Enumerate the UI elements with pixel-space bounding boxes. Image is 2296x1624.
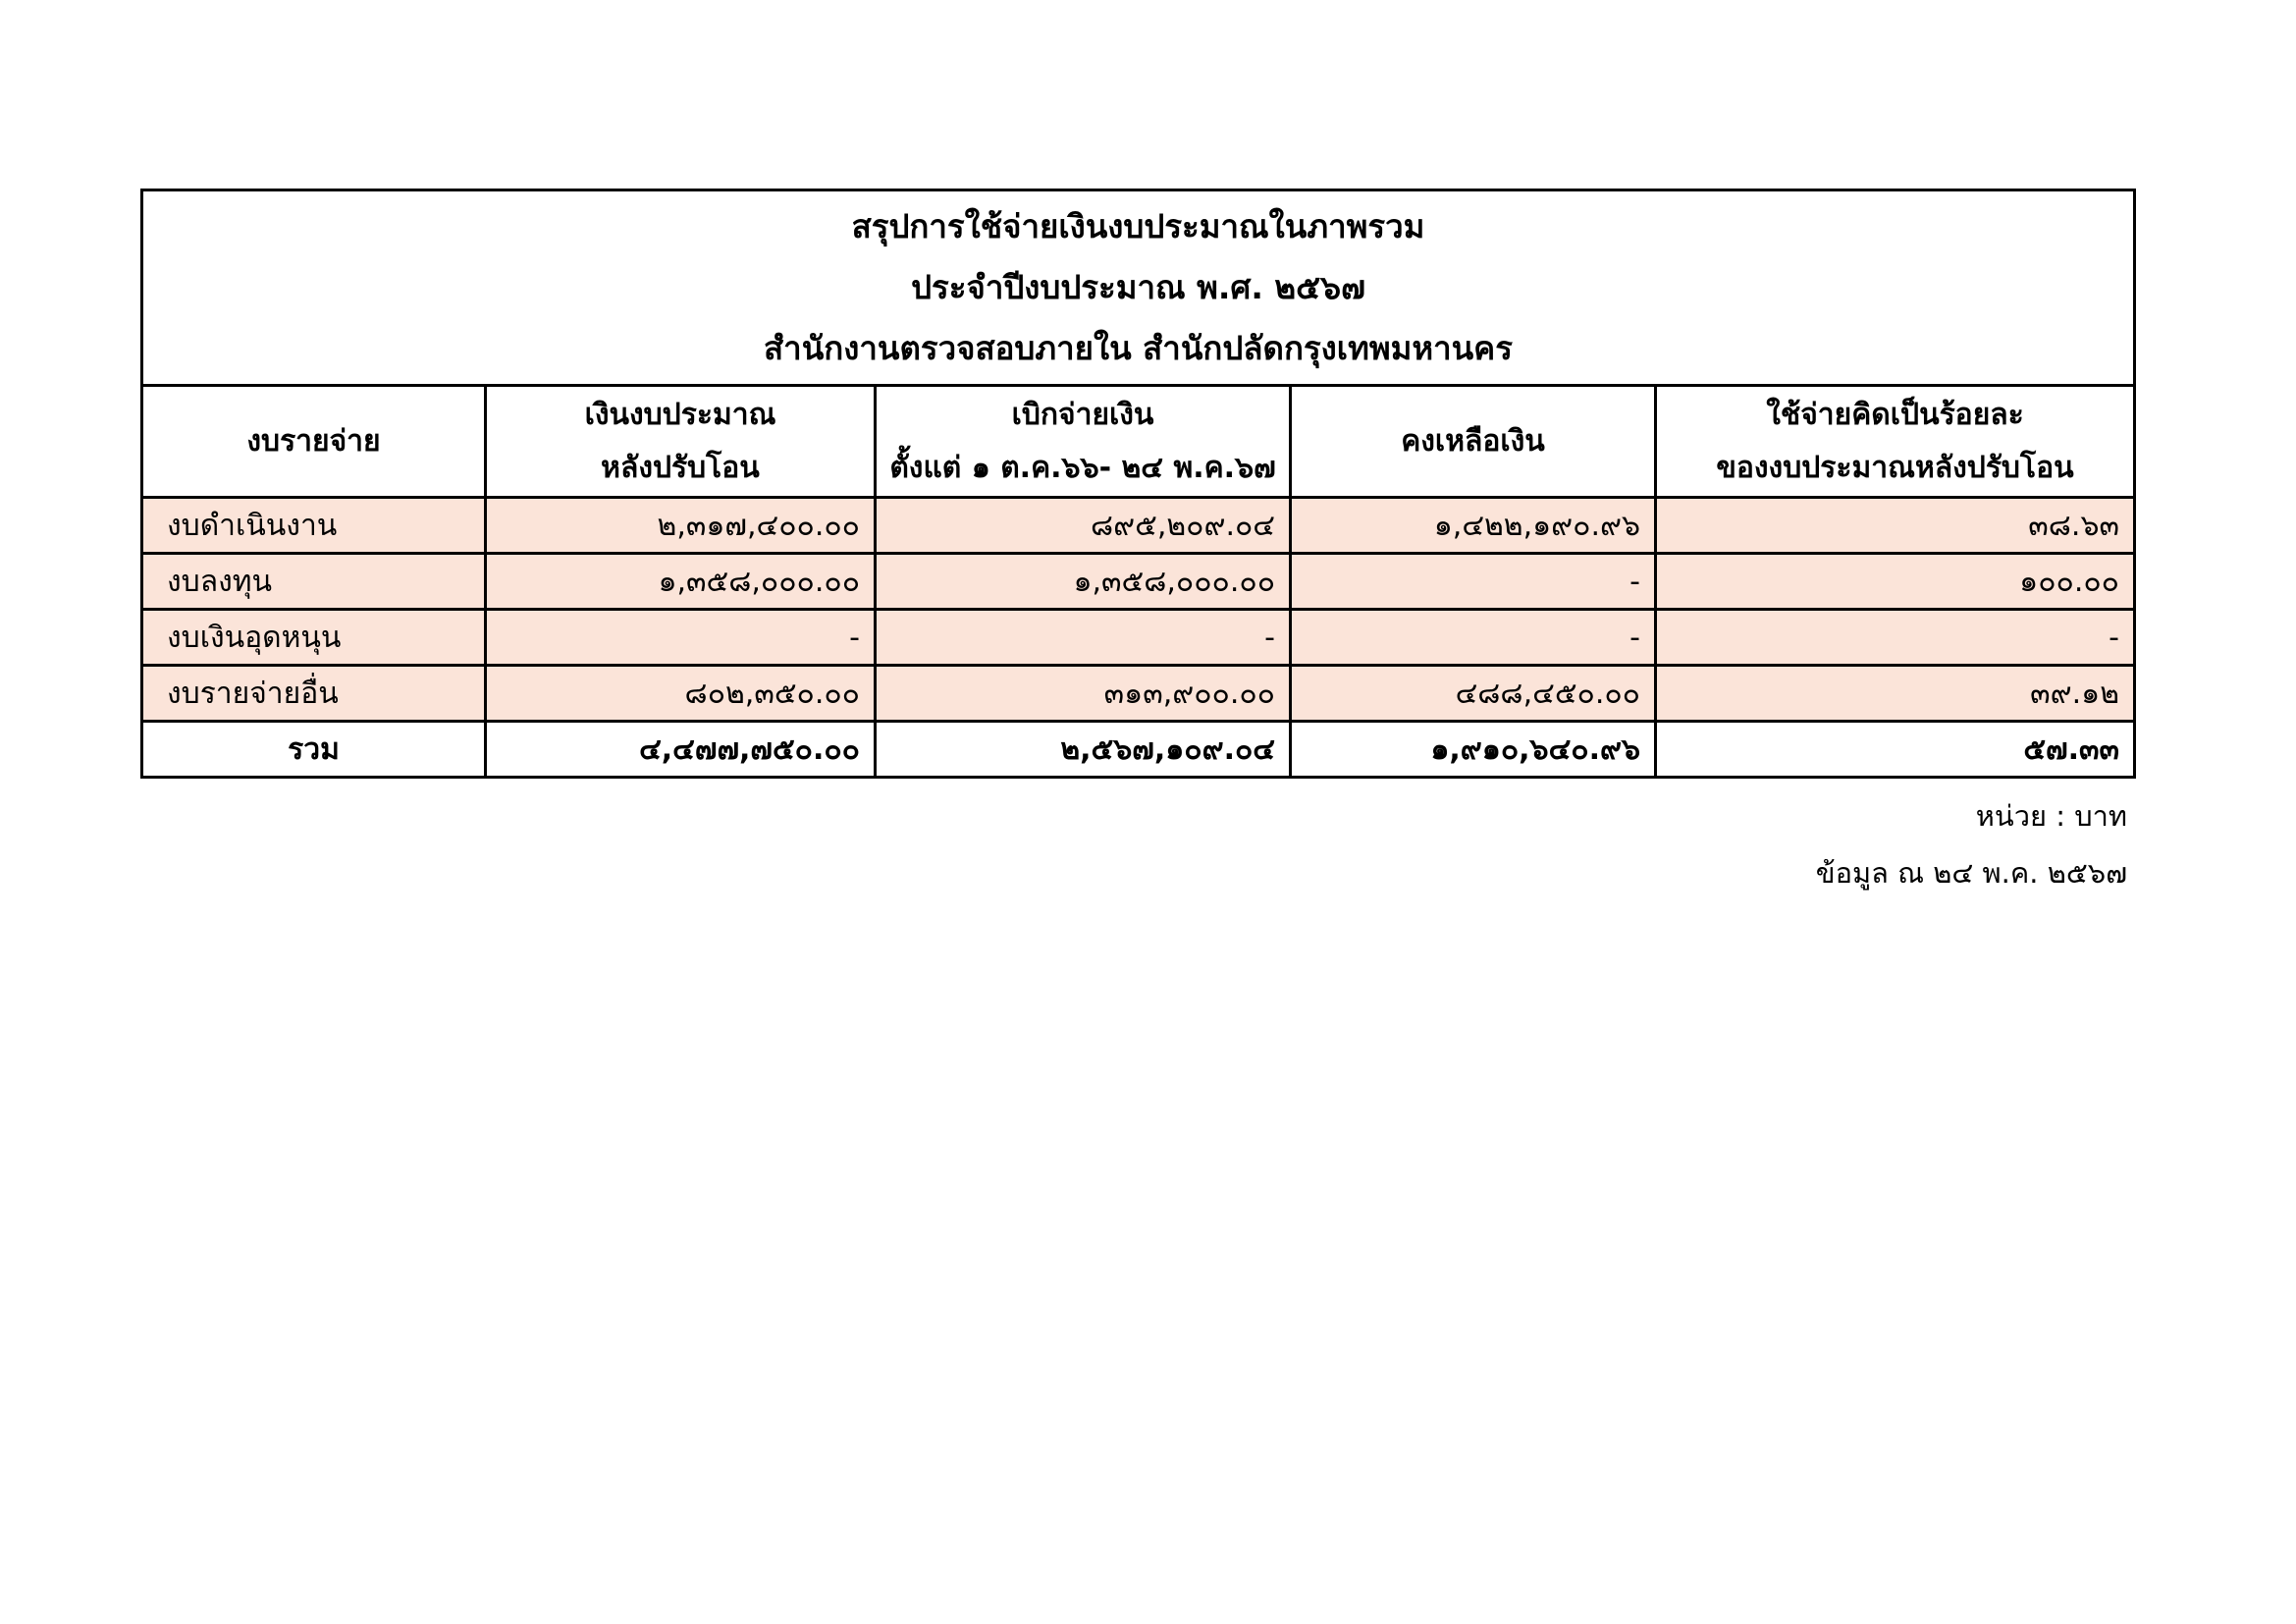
total-spent: ๒,๕๖๗,๑๐๙.๐๔ — [876, 722, 1291, 778]
table-title — [142, 190, 2135, 386]
header-spent-line-2: ตั้งแต่ ๑ ต.ค.๖๖- ๒๔ พ.ค.๖๗ — [889, 450, 1276, 485]
total-remaining: ๑,๙๑๐,๖๔๐.๙๖ — [1291, 722, 1656, 778]
row-remaining: ๑,๔๒๒,๑๙๐.๙๖ — [1291, 498, 1656, 554]
budget-summary-table — [140, 189, 2136, 779]
row-label: งบเงินอุดหนุน — [142, 610, 486, 666]
header-percent — [1656, 386, 2135, 498]
header-remaining-label: คงเหลือเงิน — [1401, 423, 1545, 459]
header-budget — [486, 386, 876, 498]
table-row — [142, 498, 2135, 554]
row-percent: ๑๐๐.๐๐ — [1656, 554, 2135, 610]
row-budget: ๘๐๒,๓๕๐.๐๐ — [486, 666, 876, 722]
title-row — [142, 190, 2135, 386]
table-row — [142, 610, 2135, 666]
total-budget: ๔,๔๗๗,๗๕๐.๐๐ — [486, 722, 876, 778]
title-line-3: สำนักงานตรวจสอบภายใน สำนักปลัดกรุงเทพมหานคร — [764, 329, 1513, 367]
title-line-2: ประจำปีงบประมาณ พ.ศ. ๒๕๖๗ — [911, 268, 1365, 306]
row-percent: ๓๙.๑๒ — [1656, 666, 2135, 722]
row-spent: ๓๑๓,๙๐๐.๐๐ — [876, 666, 1291, 722]
header-budget-line-2: หลังปรับโอน — [601, 450, 760, 485]
total-label: รวม — [142, 722, 486, 778]
table-row — [142, 666, 2135, 722]
row-spent: ๘๙๕,๒๐๙.๐๔ — [876, 498, 1291, 554]
header-spent — [876, 386, 1291, 498]
row-remaining: - — [1291, 554, 1656, 610]
row-budget: - — [486, 610, 876, 666]
total-percent: ๕๗.๓๓ — [1656, 722, 2135, 778]
row-budget: ๒,๓๑๗,๔๐๐.๐๐ — [486, 498, 876, 554]
data-date-note: ข้อมูล ณ ๒๔ พ.ค. ๒๕๖๗ — [1815, 856, 2127, 890]
header-percent-line-1: ใช้จ่ายคิดเป็นร้อยละ — [1766, 397, 2024, 432]
header-percent-line-2: ของงบประมาณหลังปรับโอน — [1716, 450, 2074, 485]
row-remaining: ๔๘๘,๔๕๐.๐๐ — [1291, 666, 1656, 722]
row-label: งบดำเนินงาน — [142, 498, 486, 554]
header-expense-type — [142, 386, 486, 498]
row-percent: - — [1656, 610, 2135, 666]
header-remaining — [1291, 386, 1656, 498]
table-row — [142, 554, 2135, 610]
row-budget: ๑,๓๕๘,๐๐๐.๐๐ — [486, 554, 876, 610]
row-label: งบรายจ่ายอื่น — [142, 666, 486, 722]
header-spent-line-1: เบิกจ่ายเงิน — [1011, 397, 1154, 432]
unit-note: หน่วย : บาท — [1975, 799, 2127, 833]
total-row — [142, 722, 2135, 778]
title-line-1: สรุปการใช้จ่ายเงินงบประมาณในภาพรวม — [851, 207, 1425, 245]
header-expense-type-label: งบรายจ่าย — [246, 423, 381, 459]
header-budget-line-1: เงินงบประมาณ — [584, 397, 776, 432]
header-row — [142, 386, 2135, 498]
row-spent: ๑,๓๕๘,๐๐๐.๐๐ — [876, 554, 1291, 610]
row-percent: ๓๘.๖๓ — [1656, 498, 2135, 554]
row-spent: - — [876, 610, 1291, 666]
row-label: งบลงทุน — [142, 554, 486, 610]
row-remaining: - — [1291, 610, 1656, 666]
